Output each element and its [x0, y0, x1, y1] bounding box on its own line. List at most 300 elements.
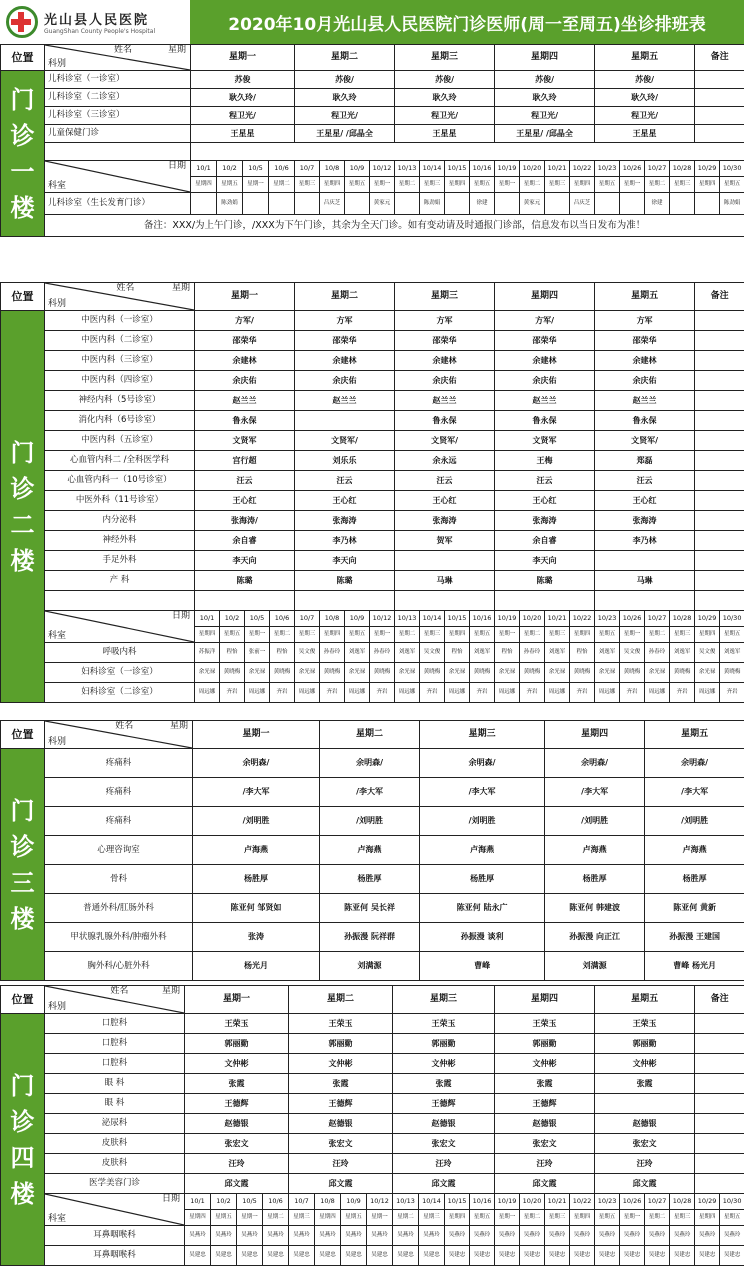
- corner-dept-label: 科别: [48, 737, 67, 747]
- remark-cell: [695, 451, 744, 471]
- doctor-cell: 耿久玲/: [595, 89, 695, 107]
- date-header: 10/26: [620, 611, 645, 627]
- date-doctor-cell: 程怡: [445, 643, 470, 663]
- floor-label-char: 门: [10, 796, 35, 825]
- doctor-cell: 张宏文: [393, 1134, 495, 1154]
- doctor-cell: 文贤军: [495, 431, 595, 451]
- dept-name: 骨科: [45, 865, 193, 894]
- remark-cell: [695, 1174, 744, 1194]
- date-doctor-cell: 程怡: [270, 643, 295, 663]
- doctor-cell: 文贤军/: [295, 431, 395, 451]
- doctor-cell: 余明森/: [420, 749, 545, 778]
- date-header: 10/8: [320, 161, 345, 177]
- doctor-cell: 王心红: [295, 491, 395, 511]
- date-doctor-cell: 吴建忠: [419, 1246, 445, 1266]
- doctor-cell: 方军/: [495, 311, 595, 331]
- header-corner: [45, 986, 185, 1014]
- doctor-cell: 赵兰兰: [195, 391, 295, 411]
- date-header: 10/7: [295, 161, 320, 177]
- doctor-cell: 汪玲: [185, 1154, 289, 1174]
- weekday-header: 星期三: [395, 45, 495, 71]
- doctor-cell: 王星星: [395, 125, 495, 143]
- date-doctor-cell: 吴燕玲: [620, 1226, 645, 1246]
- date-doctor-cell: [545, 193, 570, 215]
- date-header: 10/7: [295, 611, 320, 627]
- corner-name-label: 姓名: [113, 45, 132, 55]
- hospital-emblem-icon: [6, 6, 38, 38]
- doctor-cell: 文仲彬: [185, 1054, 289, 1074]
- date-header: 10/1: [191, 161, 217, 177]
- floor-label-char: 一: [10, 157, 35, 186]
- corner-week-label: 星期: [167, 45, 186, 55]
- remark-cell: [695, 1034, 744, 1054]
- doctor-cell: 马琳: [395, 571, 495, 591]
- remark-cell: [695, 71, 744, 89]
- doctor-cell: 余庆佑: [295, 371, 395, 391]
- date-weekday: 星期一: [243, 177, 269, 193]
- date-header: 10/21: [545, 1194, 570, 1210]
- date-weekday: 星期四: [320, 627, 345, 643]
- doctor-cell: 郭丽勤: [495, 1034, 595, 1054]
- doctor-cell: 郭丽勤: [393, 1034, 495, 1054]
- doctor-cell: 余庆佑: [395, 371, 495, 391]
- date-weekday: 星期四: [445, 1210, 470, 1226]
- doctor-cell: 邱文霞: [393, 1174, 495, 1194]
- date-doctor-cell: 吴燕玲: [595, 1226, 620, 1246]
- date-header: 10/26: [620, 161, 645, 177]
- floor-label: [1, 311, 45, 703]
- hospital-logo: [0, 0, 190, 44]
- date-doctor-cell: 孙春玲: [320, 643, 345, 663]
- date-header: 10/5: [243, 161, 269, 177]
- date-weekday: 星期三: [545, 1210, 570, 1226]
- doctor-cell: 方军/: [195, 311, 295, 331]
- floor-label-char: 诊: [10, 121, 35, 150]
- weekday-header: 星期三: [395, 283, 495, 311]
- position-label: 位置: [1, 45, 45, 71]
- doctor-cell: /李大军: [193, 778, 320, 807]
- doctor-cell: 李乃林: [295, 531, 395, 551]
- doctor-cell: 王德辉: [495, 1094, 595, 1114]
- doctor-cell: 鲁永保: [195, 411, 295, 431]
- date-weekday: 星期一: [495, 627, 520, 643]
- weekday-header: 星期一: [185, 986, 289, 1014]
- doctor-cell: 刘乐乐: [295, 451, 395, 471]
- doctor-cell: 鲁永保: [395, 411, 495, 431]
- date-doctor-cell: 吴燕玲: [670, 1226, 695, 1246]
- doctor-cell: [595, 1094, 695, 1114]
- doctor-cell: 张霞: [393, 1074, 495, 1094]
- doctor-cell: 余明森/: [193, 749, 320, 778]
- weekday-header: 星期五: [595, 283, 695, 311]
- date-weekday: 星期五: [345, 627, 370, 643]
- dept-name: 耳鼻咽喉科: [45, 1226, 185, 1246]
- dept-name: 中医外科（11号诊室）: [45, 491, 195, 511]
- doctor-cell: 程卫光/: [495, 107, 595, 125]
- date-doctor-cell: 周远娜: [645, 683, 670, 703]
- doctor-cell: [595, 591, 695, 611]
- dept-name: 妇科诊室（一诊室）: [45, 663, 195, 683]
- doctor-cell: 邱文霞: [595, 1174, 695, 1194]
- weekday-header: 星期四: [495, 986, 595, 1014]
- date-weekday: 星期三: [419, 1210, 445, 1226]
- date-weekday: 星期四: [695, 177, 720, 193]
- doctor-cell: 苏俊/: [395, 71, 495, 89]
- date-header: 10/13: [395, 611, 420, 627]
- date-weekday: 星期五: [595, 1210, 620, 1226]
- hospital-name-en: GuangShan County People's Hospital: [44, 28, 156, 35]
- date-doctor-cell: 周远娜: [395, 683, 420, 703]
- date-header: 10/26: [620, 1194, 645, 1210]
- date-doctor-cell: 吴建忠: [570, 1246, 595, 1266]
- date-header: 10/9: [345, 611, 370, 627]
- date-doctor-cell: 孙春玲: [370, 643, 395, 663]
- doctor-cell: 张宏文: [185, 1134, 289, 1154]
- date-doctor-cell: 齐岩: [720, 683, 744, 703]
- date-weekday: 星期四: [315, 1210, 341, 1226]
- weekday-header: 星期二: [289, 986, 393, 1014]
- doctor-cell: 张涛: [193, 923, 320, 952]
- date-header: 10/6: [263, 1194, 289, 1210]
- floor-label-char: 诊: [10, 1107, 35, 1136]
- weekday-header: 星期三: [420, 721, 545, 749]
- corner-name-label: 姓名: [116, 283, 135, 293]
- dept-name: 普通外科/肛肠外科: [45, 894, 193, 923]
- date-weekday: 星期一: [495, 177, 520, 193]
- date-weekday: 星期二: [645, 1210, 670, 1226]
- floor-label-char: 门: [10, 85, 35, 114]
- date-corner: [45, 1194, 185, 1226]
- date-doctor-cell: 黄家元: [520, 193, 545, 215]
- doctor-cell: 余自睿: [195, 531, 295, 551]
- dept-name: 疼痛科: [45, 778, 193, 807]
- date-weekday: 星期二: [520, 1210, 545, 1226]
- date-doctor-cell: 程怡: [570, 643, 595, 663]
- date-doctor-cell: 吴建忠: [495, 1246, 520, 1266]
- floor-label: [1, 749, 45, 981]
- weekday-header: 星期一: [193, 721, 320, 749]
- date-header: 10/15: [445, 611, 470, 627]
- date-doctor-cell: 吴燕玲: [315, 1226, 341, 1246]
- date-header: 10/19: [495, 1194, 520, 1210]
- doctor-cell: 汪玲: [595, 1154, 695, 1174]
- weekday-header: 星期四: [495, 283, 595, 311]
- remark-cell: [695, 1054, 744, 1074]
- date-weekday: 星期五: [220, 627, 245, 643]
- date-doctor-cell: 吴建忠: [520, 1246, 545, 1266]
- doctor-cell: 汪云: [295, 471, 395, 491]
- date-header: 10/13: [393, 1194, 419, 1210]
- date-doctor-cell: 孙春玲: [645, 643, 670, 663]
- blank-cell: [191, 143, 744, 161]
- date-doctor-cell: 吴建忠: [367, 1246, 393, 1266]
- floor2-section: [0, 282, 744, 703]
- remark-cell: [695, 107, 744, 125]
- date-doctor-cell: 吴燕玲: [695, 1226, 720, 1246]
- doctor-cell: 宫行超: [195, 451, 295, 471]
- corner-date-label: 日期: [167, 161, 186, 171]
- floor-label-char: 楼: [10, 546, 35, 575]
- date-header: 10/27: [645, 611, 670, 627]
- doctor-cell: 郭丽勤: [185, 1034, 289, 1054]
- date-header: 10/16: [470, 161, 495, 177]
- dept-name: 眼 科: [45, 1094, 185, 1114]
- date-doctor-cell: 吴燕玲: [520, 1226, 545, 1246]
- floor-label: [1, 71, 45, 237]
- date-weekday: 星期二: [645, 177, 670, 193]
- floor-label-char: 楼: [10, 193, 35, 222]
- date-header: 10/5: [245, 611, 270, 627]
- remark-cell: [695, 431, 744, 451]
- date-corner: [45, 161, 191, 193]
- doctor-cell: 赵兰兰: [395, 391, 495, 411]
- date-doctor-cell: 吴建忠: [315, 1246, 341, 1266]
- date-header: 10/8: [320, 611, 345, 627]
- dept-name: 手足外科: [45, 551, 195, 571]
- doctor-cell: 程卫光/: [395, 107, 495, 125]
- floor-label-char: 楼: [10, 904, 35, 933]
- doctor-cell: 苏俊/: [495, 71, 595, 89]
- date-doctor-cell: 徐建: [645, 193, 670, 215]
- date-weekday: 星期一: [237, 1210, 263, 1226]
- doctor-cell: 余建林: [495, 351, 595, 371]
- remark-cell: [695, 551, 744, 571]
- date-weekday: 星期五: [341, 1210, 367, 1226]
- doctor-cell: 王德辉: [393, 1094, 495, 1114]
- doctor-cell: 王荣玉: [393, 1014, 495, 1034]
- date-doctor-cell: 余光禄: [195, 663, 220, 683]
- date-header: 10/1: [195, 611, 220, 627]
- date-header: 10/23: [595, 611, 620, 627]
- date-header: 10/29: [695, 611, 720, 627]
- remark-cell: [695, 511, 744, 531]
- date-header: 10/7: [289, 1194, 315, 1210]
- remark-cell: [695, 391, 744, 411]
- weekday-header: 星期四: [495, 45, 595, 71]
- doctor-cell: 赵德银: [185, 1114, 289, 1134]
- doctor-cell: 邵荣华: [395, 331, 495, 351]
- date-weekday: 星期二: [520, 627, 545, 643]
- doctor-cell: 文仲彬: [495, 1054, 595, 1074]
- doctor-cell: 张海涛: [495, 511, 595, 531]
- doctor-cell: 张海涛: [295, 511, 395, 531]
- doctor-cell: 王星星: [191, 125, 295, 143]
- date-doctor-cell: 吴建忠: [237, 1246, 263, 1266]
- date-header: 10/22: [570, 161, 595, 177]
- date-header: 10/27: [645, 161, 670, 177]
- doctor-cell: 张宏文: [595, 1134, 695, 1154]
- date-doctor-cell: 余光禄: [245, 663, 270, 683]
- date-doctor-cell: 刘逸军: [670, 643, 695, 663]
- remark-cell: [695, 1134, 744, 1154]
- date-doctor-cell: 吴燕玲: [237, 1226, 263, 1246]
- doctor-cell: 赵兰兰: [595, 391, 695, 411]
- floor-label: [1, 1014, 45, 1266]
- date-doctor-cell: [269, 193, 295, 215]
- remark-cell: [695, 411, 744, 431]
- date-doctor-cell: 齐岩: [320, 683, 345, 703]
- remark-header: 备注: [695, 986, 744, 1014]
- date-weekday: 星期三: [295, 177, 320, 193]
- date-weekday: 星期一: [370, 627, 395, 643]
- date-doctor-cell: 齐岩: [520, 683, 545, 703]
- remark-header: 备注: [695, 283, 744, 311]
- dept-name: 心血管内科一（10号诊室）: [45, 471, 195, 491]
- doctor-cell: 邵荣华: [295, 331, 395, 351]
- doctor-cell: 文仲彬: [595, 1054, 695, 1074]
- date-weekday: 星期三: [289, 1210, 315, 1226]
- date-weekday: 星期五: [720, 1210, 744, 1226]
- doctor-cell: 刘满源: [320, 952, 420, 981]
- dept-name: 耳鼻咽喉科: [45, 1246, 185, 1266]
- corner-week-label: 星期: [171, 283, 190, 293]
- doctor-cell: 王星星/ /邱晶全: [495, 125, 595, 143]
- doctor-cell: /刘明胜: [645, 807, 744, 836]
- date-header: 10/14: [420, 161, 445, 177]
- date-weekday: 星期二: [263, 1210, 289, 1226]
- doctor-cell: 余建林: [295, 351, 395, 371]
- doctor-cell: 马琳: [595, 571, 695, 591]
- date-doctor-cell: 齐岩: [470, 683, 495, 703]
- date-weekday: 星期一: [245, 627, 270, 643]
- doctor-cell: 杨胜厚: [645, 865, 744, 894]
- doctor-cell: 王星星: [595, 125, 695, 143]
- dept-name: 呼吸内科: [45, 643, 195, 663]
- remark-cell: [695, 1094, 744, 1114]
- date-doctor-cell: 刘逸军: [470, 643, 495, 663]
- date-doctor-cell: 黄晓梅: [520, 663, 545, 683]
- date-doctor-cell: 黄晓梅: [270, 663, 295, 683]
- date-weekday: 星期四: [195, 627, 220, 643]
- weekday-header: 星期四: [545, 721, 645, 749]
- date-header: 10/30: [720, 1194, 744, 1210]
- date-doctor-cell: 余光禄: [445, 663, 470, 683]
- date-weekday: 星期四: [445, 177, 470, 193]
- schedule-note: 备注：XXX/为上午门诊，/XXX为下午门诊，其余为全天门诊。如有变动请及时通报门诊部，信息发布以当日发布为准！: [45, 215, 744, 237]
- date-weekday: 星期四: [570, 1210, 595, 1226]
- date-weekday: 星期一: [620, 1210, 645, 1226]
- date-doctor-cell: [295, 193, 320, 215]
- doctor-cell: 赵兰兰: [495, 391, 595, 411]
- doctor-cell: 苏俊: [191, 71, 295, 89]
- dept-name: 心血管内科二 /全科医学科: [45, 451, 195, 471]
- dept-name: 中医内科（二诊室）: [45, 331, 195, 351]
- weekday-header: 星期五: [595, 986, 695, 1014]
- doctor-cell: 文仲彬: [289, 1054, 393, 1074]
- date-weekday: 星期四: [570, 627, 595, 643]
- date-weekday: 星期五: [211, 1210, 237, 1226]
- date-doctor-cell: 余光禄: [545, 663, 570, 683]
- date-doctor-cell: 黄晓梅: [220, 663, 245, 683]
- header-corner: [45, 721, 193, 749]
- weekday-header: 星期三: [393, 986, 495, 1014]
- date-doctor-cell: 黄晓梅: [320, 663, 345, 683]
- date-doctor-cell: 吴建忠: [720, 1246, 744, 1266]
- floor-label-char: 诊: [10, 474, 35, 503]
- date-weekday: 星期二: [270, 627, 295, 643]
- doctor-cell: 王星星/ /邱晶全: [295, 125, 395, 143]
- date-header: 10/12: [370, 161, 395, 177]
- floor-label-char: 诊: [10, 832, 35, 861]
- date-header: 10/2: [211, 1194, 237, 1210]
- date-header: 10/6: [270, 611, 295, 627]
- hospital-name: 光山县人民医院: [44, 13, 150, 28]
- doctor-cell: 汪玲: [393, 1154, 495, 1174]
- date-doctor-cell: 余光禄: [645, 663, 670, 683]
- remark-cell: [695, 491, 744, 511]
- doctor-cell: 卢海燕: [545, 836, 645, 865]
- date-doctor-cell: 吴燕玲: [645, 1226, 670, 1246]
- corner-week-label: 星期: [161, 986, 180, 996]
- date-corner: [45, 611, 195, 643]
- date-header: 10/15: [445, 161, 470, 177]
- dept-name: 皮肤科: [45, 1134, 185, 1154]
- doctor-cell: 杨光月: [193, 952, 320, 981]
- date-doctor-cell: 张前一: [245, 643, 270, 663]
- date-weekday: 星期一: [367, 1210, 393, 1226]
- doctor-cell: 杨胜厚: [320, 865, 420, 894]
- doctor-cell: 余庆佑: [495, 371, 595, 391]
- date-header: 10/15: [445, 1194, 470, 1210]
- doctor-cell: 余自睿: [495, 531, 595, 551]
- date-doctor-cell: [395, 193, 420, 215]
- doctor-cell: 鲁永保: [495, 411, 595, 431]
- date-header: 10/20: [520, 1194, 545, 1210]
- corner-date-label: 日期: [171, 611, 190, 621]
- date-doctor-cell: 周远娜: [495, 683, 520, 703]
- doctor-cell: 邱文霞: [495, 1174, 595, 1194]
- date-doctor-cell: 吴燕玲: [419, 1226, 445, 1246]
- date-weekday: 星期三: [545, 627, 570, 643]
- page-title: 2020年10月光山县人民医院门诊医师(周一至周五)坐诊排班表: [228, 14, 706, 35]
- date-weekday: 星期一: [620, 177, 645, 193]
- date-doctor-cell: 吴燕玲: [211, 1226, 237, 1246]
- date-header: 10/9: [345, 161, 370, 177]
- doctor-cell: 鲁永保: [595, 411, 695, 431]
- remark-cell: [695, 125, 744, 143]
- floor-label-char: 门: [10, 438, 35, 467]
- remark-cell: [695, 571, 744, 591]
- date-weekday: 星期五: [470, 1210, 495, 1226]
- page-header: [0, 0, 744, 44]
- date-doctor-cell: 吴建忠: [470, 1246, 495, 1266]
- doctor-cell: 孙振漫 王建国: [645, 923, 744, 952]
- date-header: 10/12: [367, 1194, 393, 1210]
- date-doctor-cell: 黄家元: [370, 193, 395, 215]
- dept-name: 中医内科（四诊室）: [45, 371, 195, 391]
- date-doctor-cell: 余光禄: [295, 663, 320, 683]
- date-doctor-cell: 吴燕玲: [367, 1226, 393, 1246]
- doctor-cell: 余庆佑: [595, 371, 695, 391]
- date-weekday: 星期五: [595, 177, 620, 193]
- doctor-cell: 苏俊/: [595, 71, 695, 89]
- date-doctor-cell: 黄晓梅: [720, 663, 744, 683]
- doctor-cell: 耿久玲: [295, 89, 395, 107]
- dept-name: 儿科诊室（一诊室）: [45, 71, 191, 89]
- date-doctor-cell: 齐岩: [220, 683, 245, 703]
- remark-cell: [695, 1114, 744, 1134]
- date-weekday: 星期二: [269, 177, 295, 193]
- date-doctor-cell: [445, 193, 470, 215]
- weekday-header: 星期一: [191, 45, 295, 71]
- doctor-cell: 汪云: [395, 471, 495, 491]
- dept-name: 内分泌科: [45, 511, 195, 531]
- position-label: 位置: [1, 283, 45, 311]
- dept-name: 心理咨询室: [45, 836, 193, 865]
- date-doctor-cell: 周远娜: [245, 683, 270, 703]
- date-header: 10/1: [185, 1194, 211, 1210]
- date-doctor-cell: 黄晓梅: [420, 663, 445, 683]
